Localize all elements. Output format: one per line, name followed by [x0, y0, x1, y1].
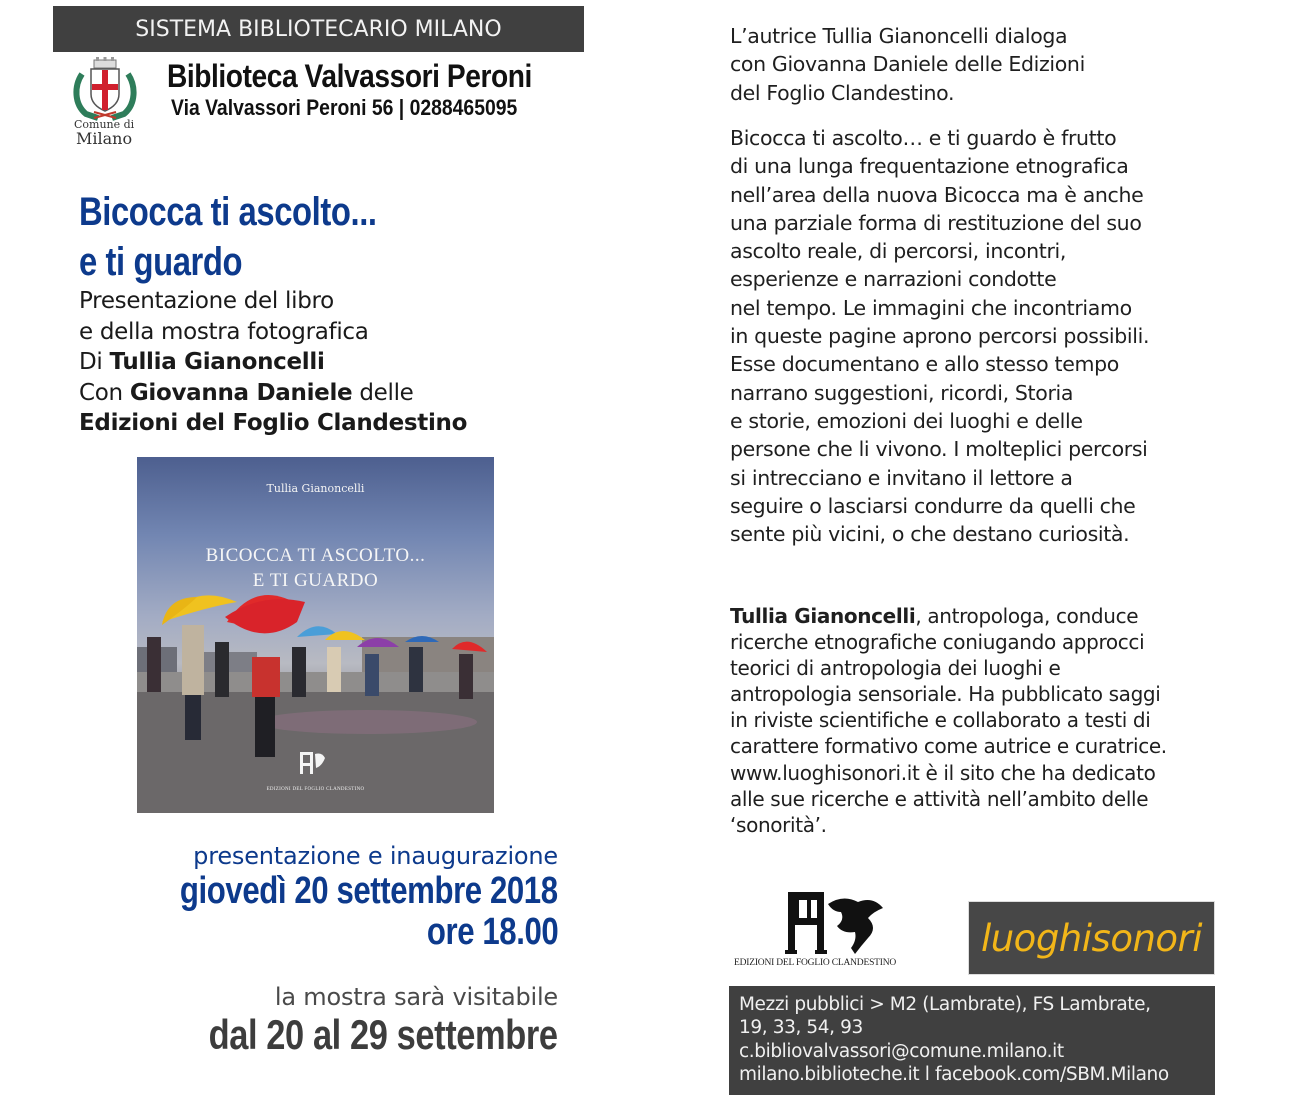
contact-info-box	[729, 986, 1215, 1095]
event-title-line1: Bicocca ti ascolto...	[79, 190, 377, 234]
contact-websites: milano.biblioteche.it l facebook.com/SBM.Milano	[739, 1063, 1169, 1085]
text-line: alle sue ricerche e attività nell’ambito delle	[730, 786, 1149, 811]
text-line: in riviste scientifiche e collaborato a testi di	[730, 708, 1151, 733]
text-line: una parziale forma di restituzione del suo	[730, 210, 1142, 235]
author-line	[79, 349, 325, 375]
transport-lines: 19, 33, 54, 93	[739, 1017, 863, 1039]
publisher-logo-caption: EDIZIONI DEL FOGLIO CLANDESTINO	[734, 958, 897, 968]
cover-title	[137, 543, 494, 593]
crest-caption-milano: Milano	[76, 129, 133, 148]
bio-author-name: Tullia Gianoncelli	[730, 604, 916, 628]
text-line: Bicocca ti ascolto… e ti guardo è frutto	[730, 126, 1117, 150]
text-line: nell’area della nuova Bicocca ma è anche	[730, 182, 1144, 207]
text-line: Esse documentano e allo stesso tempo	[730, 352, 1119, 377]
transport-info: Mezzi pubblici > M2 (Lambrate), FS Lambrate,	[739, 994, 1151, 1015]
guest-prefix: Con	[79, 380, 130, 406]
exhibit-dates: dal 20 al 29 settembre	[209, 1011, 558, 1058]
text-line: antropologia sensoriale. Ha pubblicato saggi	[730, 682, 1161, 707]
text-line: esperienze e narrazioni condotte	[730, 267, 1057, 292]
subtitle-line1: Presentazione del libro	[79, 288, 334, 314]
text-line: narrano suggestioni, ricordi, Storia	[730, 380, 1074, 405]
luoghisonori-logo-text: luoghisonori	[980, 916, 1203, 960]
luoghisonori-logo	[968, 901, 1215, 975]
cover-title-line1: BICOCCA TI ASCOLTO...	[205, 545, 426, 566]
library-name: Biblioteca Valvassori Peroni	[167, 58, 532, 94]
text-line: ‘sonorità’.	[730, 812, 827, 837]
exhibit-label: la mostra sarà visitabile	[274, 983, 558, 1011]
publisher-name: Edizioni del Foglio Clandestino	[79, 410, 468, 436]
text-line: ascolto reale, di percorsi, incontri,	[730, 239, 1067, 264]
contact-email: c.bibliovalvassori@comune.milano.it	[739, 1040, 1064, 1062]
text-line: teorici di antropologia dei luoghi e	[730, 656, 1061, 681]
cover-title-line2: E TI GUARDO	[252, 570, 379, 591]
text-line: del Foglio Clandestino.	[730, 80, 955, 105]
text-line: in queste pagine aprono percorsi possibili.	[730, 324, 1150, 349]
publisher-line	[79, 410, 467, 436]
text-line: nel tempo. Le immagini che incontriamo	[730, 295, 1132, 320]
author-prefix: Di	[79, 349, 110, 375]
intro-paragraph	[730, 22, 1230, 107]
text-line: di una lunga frequentazione etnografica	[730, 154, 1129, 179]
book-cover-image	[137, 457, 494, 813]
text-line: carattere formativo come autrice e curatrice.	[730, 734, 1167, 759]
text-line: e storie, emozioni dei luoghi e delle	[730, 408, 1083, 433]
cover-author: Tullia Gianoncelli	[266, 482, 365, 495]
author-bio-paragraph	[730, 603, 1230, 838]
event-time: ore 18.00	[426, 911, 558, 953]
text-line: www.luoghisonori.it è il sito che ha dedicato	[730, 760, 1156, 785]
cover-publisher: EDIZIONI DEL FOGLIO CLANDESTINO	[266, 787, 365, 792]
event-title-line2: e ti guardo	[79, 240, 243, 284]
library-network-name: SISTEMA BIBLIOTECARIO MILANO	[135, 16, 502, 42]
text-line: persone che li vivono. I molteplici percorsi	[730, 437, 1148, 462]
guest-name: Giovanna Daniele	[129, 380, 353, 406]
text-line: seguire o lasciarsi condurre da quelli che	[730, 493, 1136, 518]
guest-line	[79, 380, 414, 406]
library-address: Via Valvassori Peroni 56 | 0288465095	[171, 95, 518, 120]
event-date: giovedì 20 settembre 2018	[180, 870, 558, 912]
subtitle-line2: e della mostra fotografica	[79, 319, 369, 345]
text-line: con Giovanna Daniele delle Edizioni	[730, 52, 1085, 77]
text-line: ricerche etnografiche coniugando approcci	[730, 630, 1145, 655]
author-name: Tullia Gianoncelli	[109, 349, 325, 375]
cover-photo-umbrellas	[137, 457, 494, 813]
event-type-label: presentazione e inaugurazione	[193, 842, 558, 870]
text-line: L’autrice Tullia Gianoncelli dialoga	[730, 24, 1068, 48]
crest-caption-comune: Comune di	[74, 118, 135, 131]
text-line	[730, 603, 1230, 629]
guest-suffix: delle	[352, 380, 414, 406]
book-description-paragraph	[730, 124, 1230, 548]
library-network-banner	[53, 6, 584, 52]
text-line: sente più vicini, o che destano curiosità.	[730, 522, 1130, 547]
bio-first-line-rest: , antropologa, conduce	[915, 604, 1139, 628]
text-line: si intrecciano e invitano il lettore a	[730, 465, 1073, 490]
